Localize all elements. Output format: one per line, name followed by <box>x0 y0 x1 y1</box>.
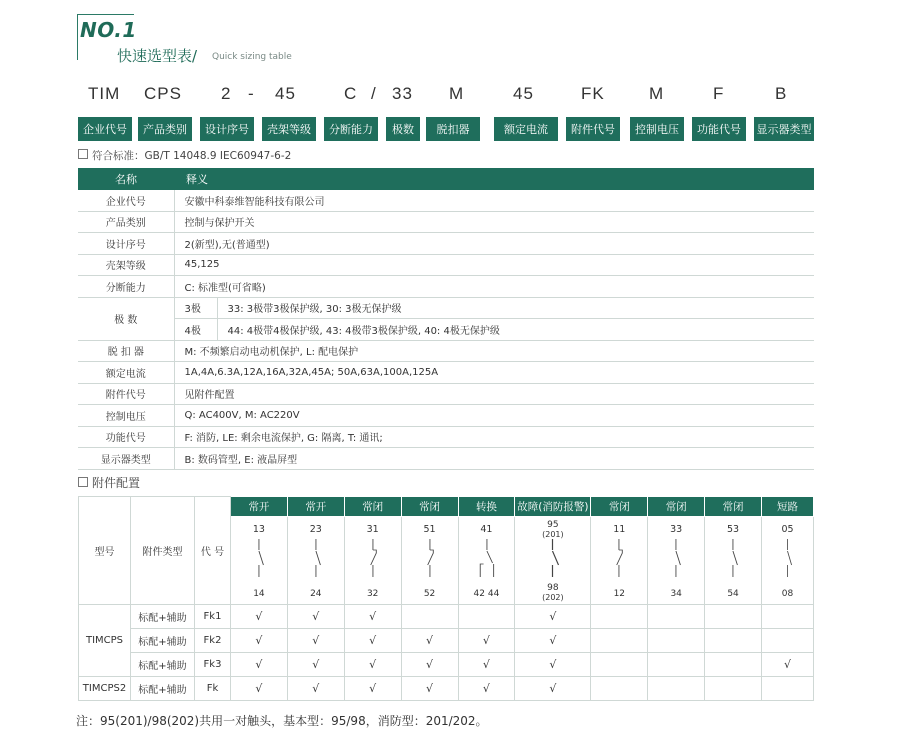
contact-type-header: 常闭 <box>648 497 705 517</box>
terminal-number: 32 <box>366 589 379 599</box>
model-cell: TIMCPS2 <box>79 677 131 701</box>
accessory-table <box>78 496 814 701</box>
check-mark: √ <box>515 653 591 677</box>
contact-type-header: 常闭 <box>591 497 648 517</box>
check-mark: √ <box>344 677 401 701</box>
terminal-number: 23 <box>309 524 322 535</box>
code-part: 45 <box>513 84 534 103</box>
contact-type-header: 转换 <box>458 497 515 517</box>
empty-cell <box>762 605 814 629</box>
standard-line <box>78 148 291 163</box>
col-code: 代 号 <box>195 497 231 605</box>
accessory-title-text: 附件配置 <box>92 476 141 490</box>
check-mark: √ <box>231 653 288 677</box>
terminal-number: 14 <box>253 589 265 599</box>
code-part: - <box>248 84 255 103</box>
accessory-type-cell: 标配+辅助 <box>131 653 195 677</box>
row-name: 分断能力 <box>78 276 174 298</box>
contact-diagram <box>401 517 458 605</box>
contact-diagram <box>648 517 705 605</box>
row-value: B: 数码管型, E: 液晶屏型 <box>174 448 814 470</box>
code-part: FK <box>581 84 605 103</box>
accessory-title <box>78 474 140 491</box>
terminal-number: 98 <box>547 583 559 593</box>
accessory-code-cell: Fk1 <box>195 605 231 629</box>
contact-type-header: 常闭 <box>401 497 458 517</box>
row-name: 显示器类型 <box>78 448 174 470</box>
terminal-number: 52 <box>423 589 436 599</box>
terminal-number: 53 <box>727 524 740 535</box>
terminal-number: 13 <box>252 524 265 535</box>
empty-cell <box>648 677 705 701</box>
check-mark: √ <box>231 605 288 629</box>
check-mark: √ <box>515 629 591 653</box>
tag-label: 控制电压 <box>630 117 684 141</box>
check-mark: √ <box>231 629 288 653</box>
table-row <box>79 653 814 677</box>
row-value: 安徽中科泰维智能科技有限公司 <box>174 190 814 211</box>
code-part: 45 <box>275 84 296 103</box>
checkbox-icon <box>78 477 88 487</box>
contact-type-header: 常闭 <box>344 497 401 517</box>
empty-cell <box>705 605 762 629</box>
row-value: F: 消防, LE: 剩余电流保护, G: 隔离, T: 通讯; <box>174 426 814 448</box>
checkbox-icon <box>78 149 88 159</box>
tag-label: 企业代号 <box>78 117 132 141</box>
contact-diagram <box>705 517 762 605</box>
table-row <box>79 605 814 629</box>
row-value: 33: 3极带3极保护级, 30: 3极无保护级 <box>217 297 814 319</box>
row-value: C: 标准型(可省略) <box>174 276 814 298</box>
check-mark: √ <box>401 677 458 701</box>
row-name: 极 数 <box>78 297 174 340</box>
tag-label: 功能代号 <box>692 117 746 141</box>
row-name: 壳架等级 <box>78 254 174 276</box>
tag-label: 附件代号 <box>566 117 620 141</box>
terminal-number: 31 <box>366 524 379 535</box>
header-badge: NO.1 <box>80 18 137 42</box>
check-mark: √ <box>458 677 515 701</box>
row-value: 2(新型),无(普通型) <box>174 233 814 255</box>
terminal-number: (202) <box>542 593 564 602</box>
row-name: 附件代号 <box>78 383 174 405</box>
check-mark: √ <box>287 677 344 701</box>
empty-cell <box>648 605 705 629</box>
empty-cell <box>705 629 762 653</box>
tag-label: 脱扣器 <box>426 117 480 141</box>
terminal-number: 51 <box>423 524 436 535</box>
model-code-row <box>78 84 818 106</box>
row-value: 1A,4A,6.3A,12A,16A,32A,45A; 50A,63A,100A,125A <box>174 362 814 384</box>
empty-cell <box>591 677 648 701</box>
col-header-meaning: 释义 <box>174 168 814 190</box>
contact-diagram <box>231 517 288 605</box>
terminal-number: 41 <box>480 524 493 535</box>
check-mark: √ <box>287 605 344 629</box>
check-mark: √ <box>401 629 458 653</box>
row-name: 企业代号 <box>78 190 174 211</box>
terminal-number: (201) <box>542 530 564 539</box>
row-name: 产品类别 <box>78 211 174 233</box>
terminal-number: 05 <box>781 524 794 535</box>
contact-diagram <box>591 517 648 605</box>
tag-label: 壳架等级 <box>262 117 316 141</box>
terminal-number: 42 44 <box>473 589 500 599</box>
empty-cell <box>458 605 515 629</box>
empty-cell <box>648 629 705 653</box>
check-mark: √ <box>287 653 344 677</box>
terminal-number: 33 <box>670 524 683 535</box>
accessory-type-cell: 标配+辅助 <box>131 629 195 653</box>
code-part: F <box>713 84 725 103</box>
accessory-type-cell: 标配+辅助 <box>131 605 195 629</box>
row-name: 控制电压 <box>78 405 174 427</box>
table-row <box>79 629 814 653</box>
row-value: 见附件配置 <box>174 383 814 405</box>
code-part: M <box>449 84 465 103</box>
terminal-number: 95 <box>547 520 559 530</box>
check-mark: √ <box>231 677 288 701</box>
col-type: 附件类型 <box>131 497 195 605</box>
tag-label: 额定电流 <box>494 117 558 141</box>
code-part: / <box>371 84 377 103</box>
terminal-number: 11 <box>613 524 626 535</box>
code-part: 2 <box>221 84 232 103</box>
terminal-number: 54 <box>727 589 739 599</box>
contact-diagram <box>287 517 344 605</box>
row-value: M: 不频繁启动电动机保护, L: 配电保护 <box>174 340 814 362</box>
contact-type-header: 短路 <box>762 497 814 517</box>
empty-cell <box>762 677 814 701</box>
tag-label: 产品类别 <box>138 117 192 141</box>
terminal-number: 12 <box>613 589 626 599</box>
contact-diagram <box>344 517 401 605</box>
row-name: 功能代号 <box>78 426 174 448</box>
pole-sub: 4极 <box>174 319 217 341</box>
check-mark: √ <box>458 629 515 653</box>
code-part: M <box>649 84 665 103</box>
model-cell: TIMCPS <box>79 605 131 677</box>
col-header-name: 名称 <box>78 168 174 190</box>
tag-label: 设计序号 <box>200 117 254 141</box>
explain-table <box>78 168 814 470</box>
check-mark: √ <box>401 653 458 677</box>
row-value: 控制与保护开关 <box>174 211 814 233</box>
code-part: B <box>775 84 788 103</box>
row-name: 设计序号 <box>78 233 174 255</box>
empty-cell <box>705 653 762 677</box>
tag-label: 显示器类型 <box>754 117 814 141</box>
empty-cell <box>648 653 705 677</box>
tag-label: 分断能力 <box>324 117 378 141</box>
code-part: TIM <box>88 84 121 103</box>
row-value: 44: 4极带4极保护级, 43: 4极带3极保护级, 40: 4极无保护级 <box>217 319 814 341</box>
check-mark: √ <box>515 605 591 629</box>
contact-diagram <box>515 517 591 605</box>
check-mark: √ <box>762 653 814 677</box>
empty-cell <box>762 629 814 653</box>
code-part: CPS <box>144 84 182 103</box>
empty-cell <box>401 605 458 629</box>
contact-diagram <box>458 517 515 605</box>
accessory-code-cell: Fk <box>195 677 231 701</box>
row-name: 脱 扣 器 <box>78 340 174 362</box>
contact-type-header: 常闭 <box>705 497 762 517</box>
accessory-type-cell: 标配+辅助 <box>131 677 195 701</box>
empty-cell <box>705 677 762 701</box>
terminal-number: 34 <box>670 589 682 599</box>
page-title: 快速选型表/ <box>117 47 198 65</box>
accessory-code-cell: Fk3 <box>195 653 231 677</box>
check-mark: √ <box>287 629 344 653</box>
code-part: C <box>344 84 358 103</box>
check-mark: √ <box>344 653 401 677</box>
accessory-code-cell: Fk2 <box>195 629 231 653</box>
tag-label: 极数 <box>386 117 420 141</box>
empty-cell <box>591 605 648 629</box>
code-part: 33 <box>392 84 413 103</box>
page-subtitle: Quick sizing table <box>212 52 292 62</box>
row-value: 45,125 <box>174 254 814 276</box>
footnote: 注：95(201)/98(202)共用一对触头，基本型：95/98，消防型：201/202。 <box>76 714 488 728</box>
check-mark: √ <box>458 653 515 677</box>
check-mark: √ <box>344 605 401 629</box>
contact-diagram <box>762 517 814 605</box>
empty-cell <box>591 653 648 677</box>
contact-type-header: 故障(消防报警) <box>515 497 591 517</box>
col-model: 型号 <box>79 497 131 605</box>
empty-cell <box>591 629 648 653</box>
check-mark: √ <box>515 677 591 701</box>
table-row <box>79 677 814 701</box>
check-mark: √ <box>344 629 401 653</box>
row-name: 额定电流 <box>78 362 174 384</box>
terminal-number: 24 <box>310 589 322 599</box>
terminal-number: 08 <box>781 589 794 599</box>
pole-sub: 3极 <box>174 297 217 319</box>
contact-type-header: 常开 <box>231 497 288 517</box>
contact-type-header: 常开 <box>287 497 344 517</box>
row-value: Q: AC400V, M: AC220V <box>174 405 814 427</box>
standard-text: 符合标准：GB/T 14048.9 IEC60947-6-2 <box>92 150 292 162</box>
